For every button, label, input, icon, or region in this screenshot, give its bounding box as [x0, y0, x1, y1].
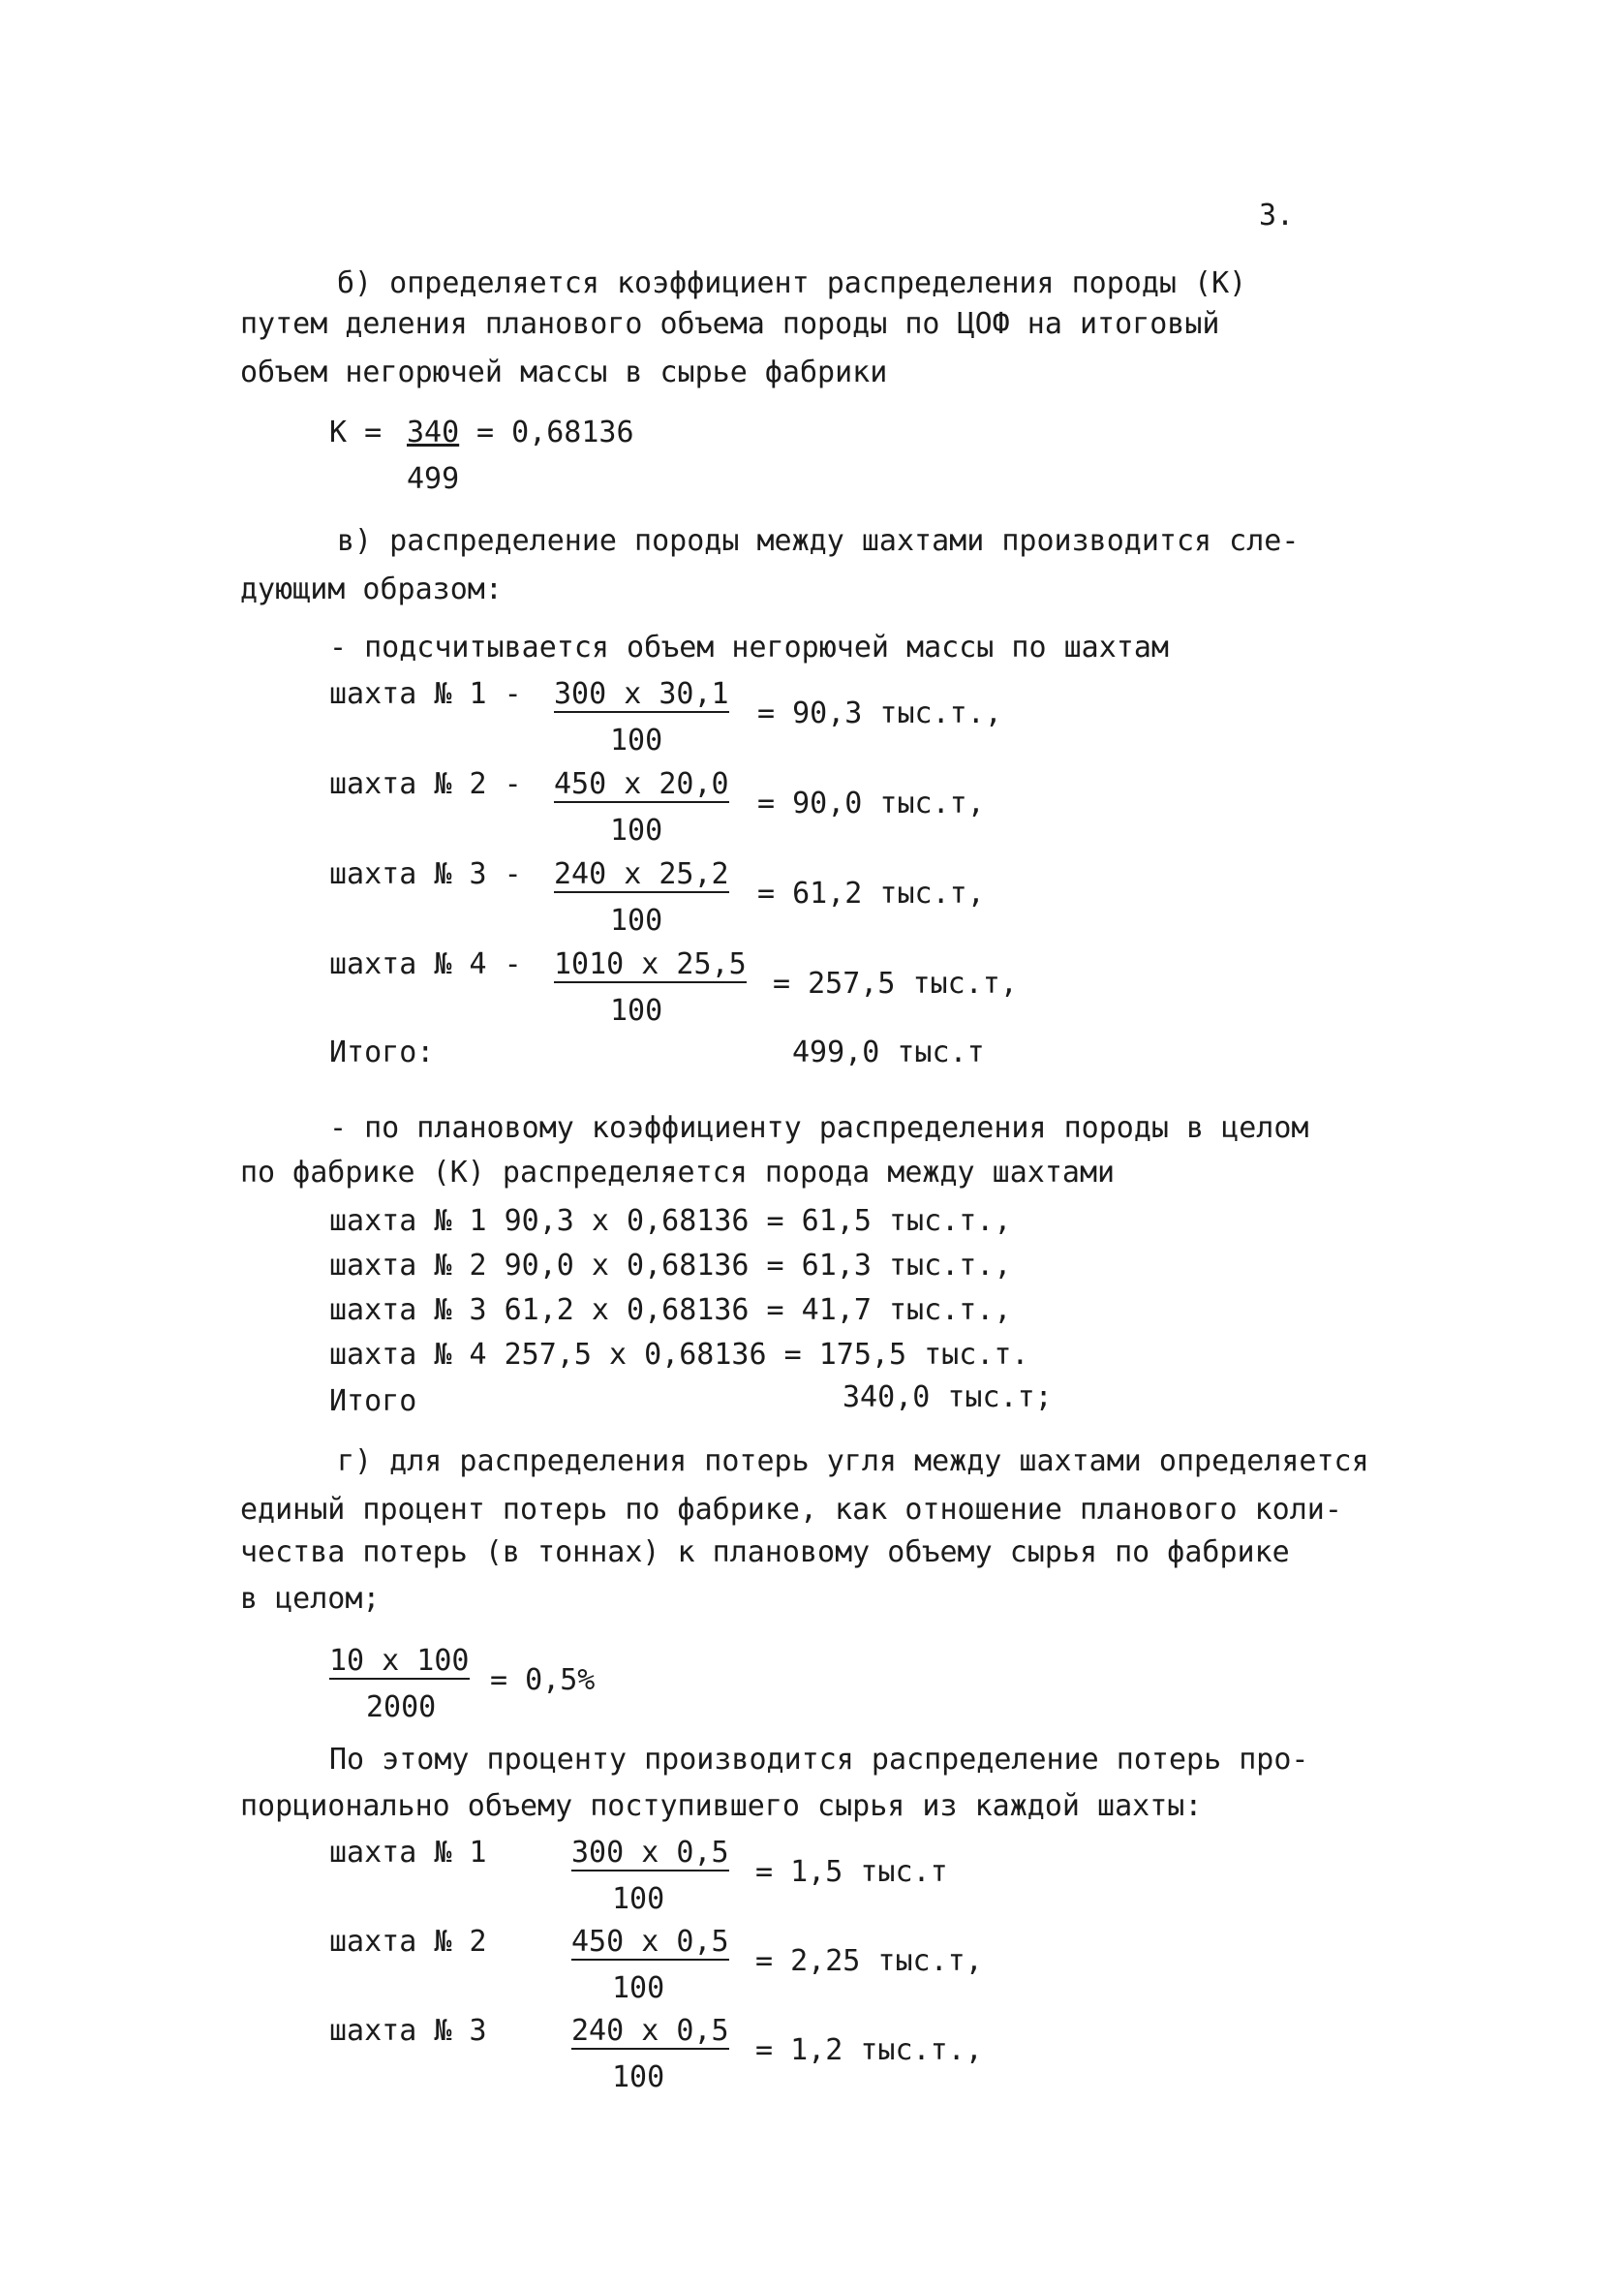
loss-result: = 1,5 тыс.т — [755, 1855, 948, 1889]
loss-result: = 1,2 тыс.т., — [755, 2033, 983, 2067]
mine-result: = 90,3 тыс.т., — [757, 696, 1002, 730]
section-g-line-3: чества потерь (в тоннах) к плановому объему сырья по фабрике — [240, 1535, 1290, 1569]
loss-denominator: 100 — [612, 2060, 665, 2094]
dist-total-label: Итого — [329, 1384, 417, 1418]
loss-mine-label: шахта № 1 — [329, 1836, 487, 1870]
total-label: Итого: — [329, 1036, 435, 1069]
loss-percent-result: = 0,5% — [490, 1663, 596, 1697]
section-v-sub2-line-2: по фабрике (К) распределяется порода между шахтами — [240, 1156, 1116, 1190]
loss-percent-numerator: 10 х 100 — [329, 1644, 470, 1678]
dist-row-2: шахта № 2 90,0 х 0,68136 = 61,3 тыс.т., — [329, 1249, 1012, 1283]
mine-label: шахта № 3 - — [329, 857, 522, 891]
k-formula-lhs: К = — [329, 416, 383, 449]
loss-numerator: 300 х 0,5 — [571, 1836, 729, 1870]
total-value: 499,0 тыс.т — [792, 1036, 985, 1069]
section-v-sub2-line-1: - по плановому коэффициенту распределения породы в целом — [329, 1111, 1309, 1145]
section-b-line-2: путем деления планового объема породы по ЦОФ на итоговый — [240, 307, 1220, 341]
section-g-para-line-2: порционально объему поступившего сырья из каждой шахты: — [240, 1789, 1203, 1823]
loss-numerator: 450 х 0,5 — [571, 1925, 729, 1959]
section-b-line-1: б) определяется коэффициент распределения породы (К) — [337, 266, 1247, 300]
mine-denominator: 100 — [610, 994, 663, 1028]
mine-denominator: 100 — [610, 724, 663, 758]
loss-denominator: 100 — [612, 1971, 665, 2005]
mine-numerator: 300 х 30,1 — [554, 677, 729, 711]
dist-row-4: шахта № 4 257,5 х 0,68136 = 175,5 тыс.т. — [329, 1338, 1029, 1372]
mine-result: = 257,5 тыс.т, — [773, 967, 1018, 1001]
loss-percent-denominator: 2000 — [366, 1690, 437, 1724]
mine-denominator: 100 — [610, 814, 663, 848]
mine-denominator: 100 — [610, 904, 663, 938]
dist-row-3: шахта № 3 61,2 х 0,68136 = 41,7 тыс.т., — [329, 1293, 1012, 1327]
page-number: 3. — [1259, 199, 1295, 232]
section-v-line-2: дующим образом: — [240, 572, 503, 606]
k-formula-denominator: 499 — [407, 462, 460, 496]
section-g-line-1: г) для распределения потерь угля между шахтами определяется — [337, 1444, 1369, 1478]
mine-numerator: 450 х 20,0 — [554, 767, 729, 801]
k-formula-numerator: 340 — [407, 416, 460, 449]
mine-numerator: 1010 х 25,5 — [554, 947, 747, 981]
dist-row-1: шахта № 1 90,3 х 0,68136 = 61,5 тыс.т., — [329, 1204, 1012, 1238]
section-g-line-4: в целом; — [240, 1582, 381, 1616]
section-b-line-3: объем негорючей массы в сырье фабрики — [240, 356, 888, 389]
mine-result: = 90,0 тыс.т, — [757, 787, 985, 820]
section-v-sub1: - подсчитывается объем негорючей массы по шахтам — [329, 631, 1169, 665]
mine-numerator: 240 х 25,2 — [554, 857, 729, 891]
mine-label: шахта № 1 - — [329, 677, 522, 711]
mine-label: шахта № 4 - — [329, 947, 522, 981]
section-g-line-2: единый процент потерь по фабрике, как отношение планового коли- — [240, 1493, 1342, 1527]
mine-label: шахта № 2 - — [329, 767, 522, 801]
loss-numerator: 240 х 0,5 — [571, 2014, 729, 2048]
k-formula-result: = 0,68136 — [476, 416, 634, 449]
loss-mine-label: шахта № 3 — [329, 2014, 487, 2048]
mine-result: = 61,2 тыс.т, — [757, 877, 985, 911]
section-v-line-1: в) распределение породы между шахтами производится сле- — [337, 524, 1300, 558]
loss-denominator: 100 — [612, 1882, 665, 1916]
loss-result: = 2,25 тыс.т, — [755, 1944, 983, 1978]
dist-total-value: 340,0 тыс.т; — [843, 1380, 1053, 1414]
section-g-para-line-1: По этому проценту производится распределение потерь про- — [329, 1743, 1309, 1777]
loss-mine-label: шахта № 2 — [329, 1925, 487, 1959]
